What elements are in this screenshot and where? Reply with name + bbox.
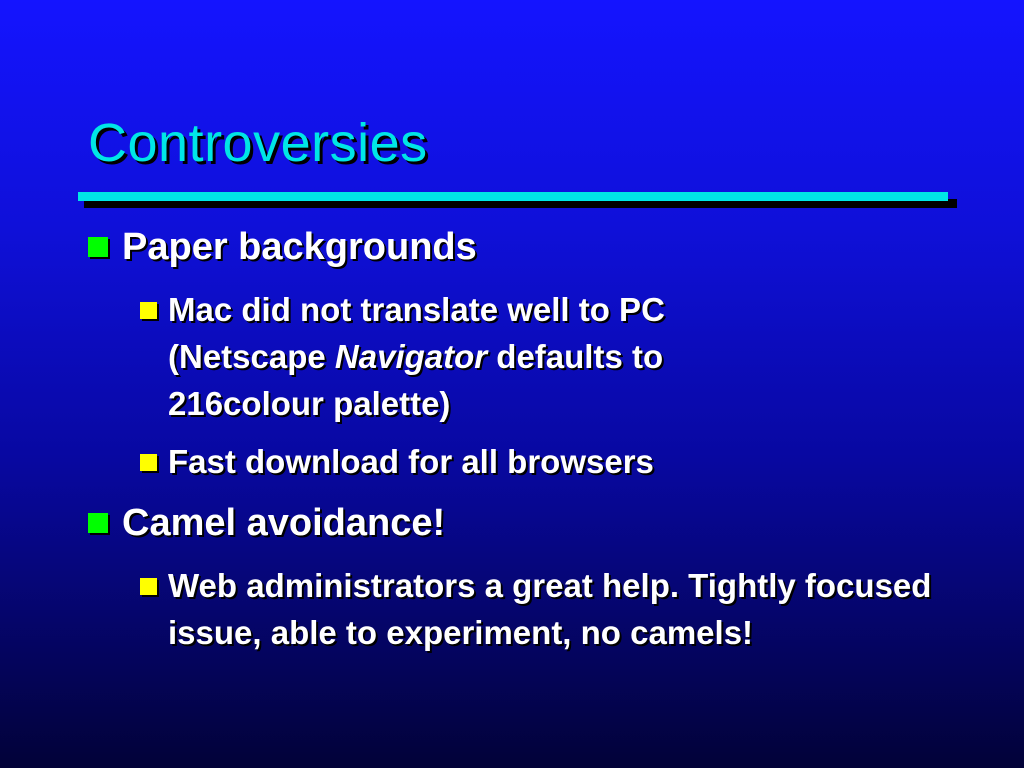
italic-product-name: Navigator — [334, 338, 488, 375]
title-rule — [78, 192, 948, 201]
bullet-item — [88, 224, 477, 270]
bullet-text: Camel avoidance! — [122, 502, 446, 544]
bullet-item — [88, 500, 445, 546]
sub-bullet-text: Fast download for all browsers — [168, 443, 654, 480]
yellow-square-bullet-icon — [140, 302, 157, 319]
sub-bullet-item — [140, 438, 654, 485]
slide-title: Controversies — [88, 113, 428, 173]
yellow-square-bullet-icon — [140, 578, 157, 595]
sub-bullet-text: Mac did not translate well to PC (Netscape Navigator defaults to 216colour palette) — [168, 291, 665, 422]
yellow-square-bullet-icon — [140, 454, 157, 471]
bullet-text: Paper backgrounds — [122, 226, 477, 268]
green-square-bullet-icon — [88, 513, 108, 533]
sub-bullet-item — [140, 562, 960, 656]
green-square-bullet-icon — [88, 237, 108, 257]
sub-bullet-item — [140, 286, 800, 427]
sub-bullet-text: Web administrators a great help. Tightly focused issue, able to experiment, no camels! — [168, 567, 932, 651]
